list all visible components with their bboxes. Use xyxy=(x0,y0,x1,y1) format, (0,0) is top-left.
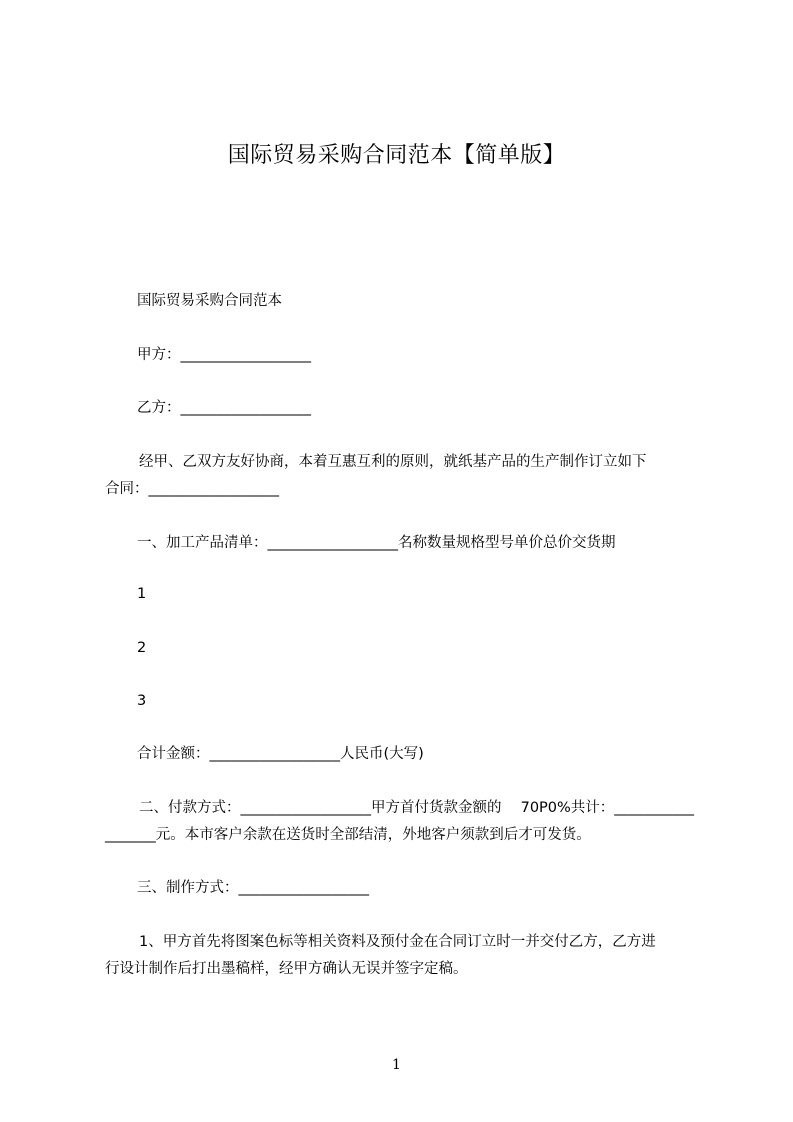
party-a-line: 甲方：__________________ xyxy=(137,347,311,363)
section-2-line-2: _______元。本市客户余款在送货时全部结清，外地客户须款到后才可发货。 xyxy=(105,827,591,843)
section-3-heading: 三、制作方式：__________________ xyxy=(137,880,369,896)
total-amount-line: 合计金额：__________________人民币(大写) xyxy=(137,746,424,762)
clause-1-line-1: 1、甲方首先将图案色标等相关资料及预付金在合同订立时一并交付乙方，乙方进 xyxy=(139,934,656,950)
item-3: 3 xyxy=(137,693,147,709)
item-2: 2 xyxy=(137,640,147,656)
section-1-heading: 一、加工产品清单：__________________名称数量规格型号单价总价交货期 xyxy=(137,535,616,551)
section-2-line-1: 二、付款方式：__________________甲方首付货款金额的 70P0%共计：___________ xyxy=(139,800,695,816)
clause-1-line-2: 行设计制作后打出墨稿样，经甲方确认无误并签字定稿。 xyxy=(105,961,468,977)
party-b-line: 乙方：__________________ xyxy=(137,400,311,416)
intro-line-1: 经甲、乙双方友好协商，本着互惠互利的原则，就纸基产品的生产制作订立如下 xyxy=(139,454,647,470)
intro-line-2: 合同：__________________ xyxy=(105,481,279,497)
item-1: 1 xyxy=(137,586,147,602)
document-title: 国际贸易采购合同范本【简单版】 xyxy=(227,143,566,168)
subtitle: 国际贸易采购合同范本 xyxy=(137,293,282,309)
page-number: 1 xyxy=(392,1057,401,1073)
